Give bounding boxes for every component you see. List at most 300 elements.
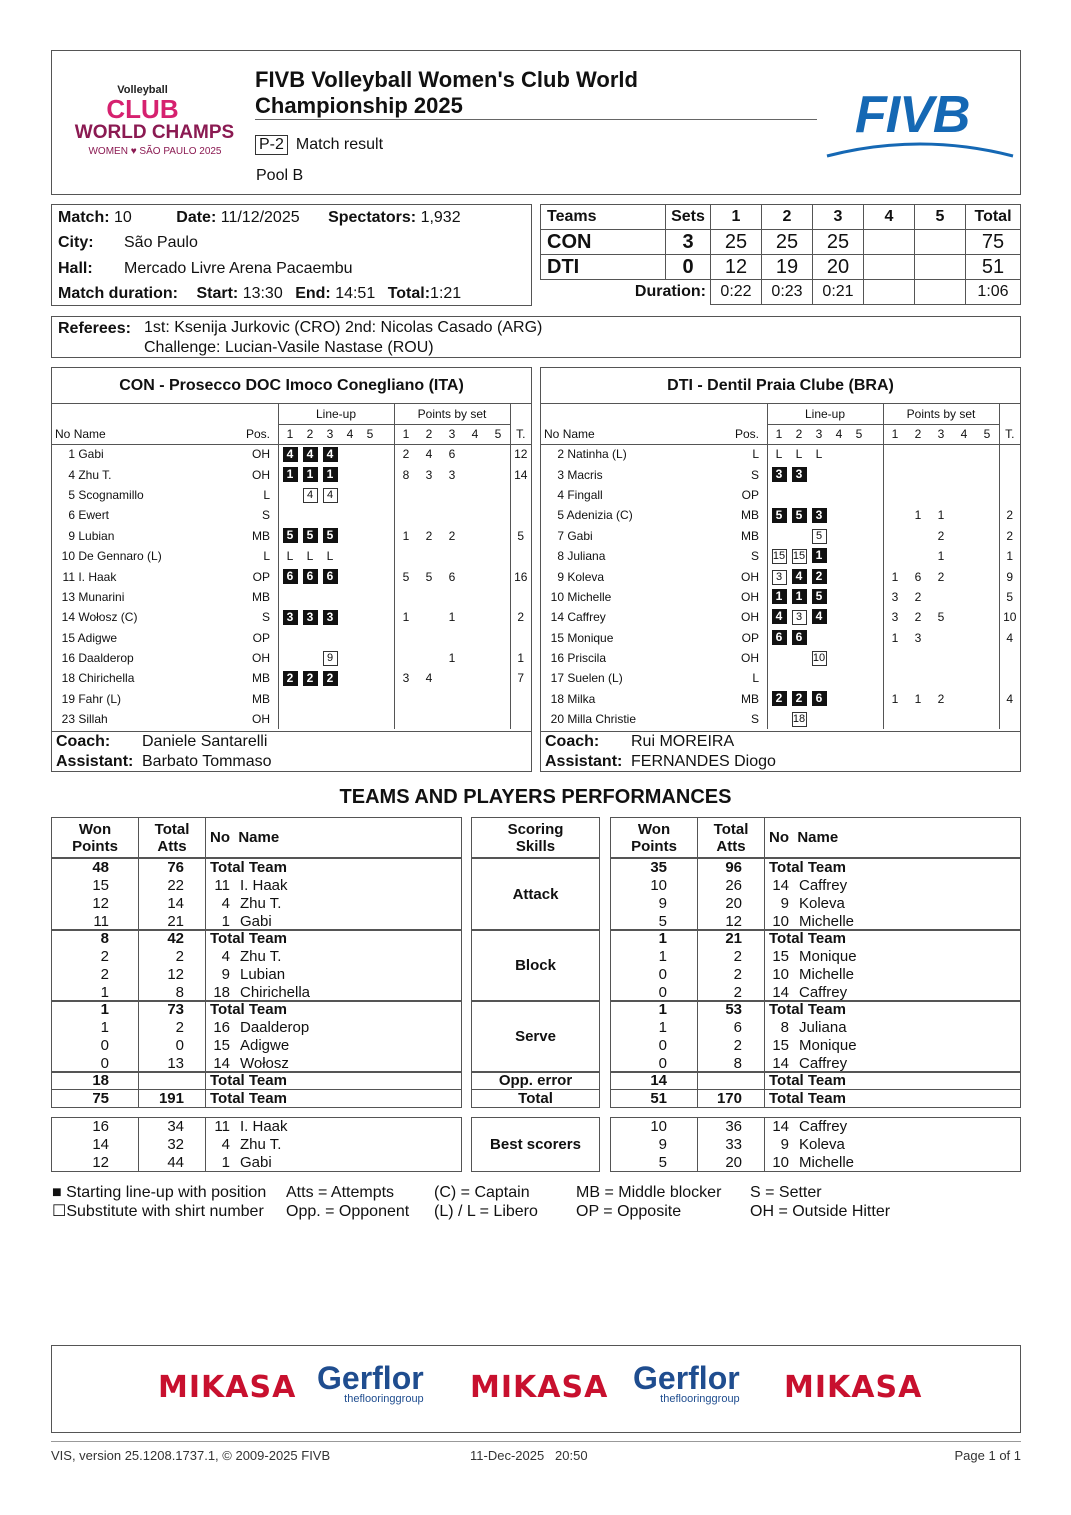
perf-total-atts: 32 xyxy=(167,1136,184,1153)
perf-player-name: Caffrey xyxy=(799,1118,848,1135)
player-number: 14 xyxy=(61,610,75,625)
lineup-start-pos: 3 xyxy=(812,508,827,523)
page-title xyxy=(255,67,795,119)
player-row xyxy=(52,628,531,648)
perf-won-points: 1 xyxy=(100,1019,109,1036)
lineup-start-pos: 2 xyxy=(792,691,807,706)
perf-won-points: 12 xyxy=(92,895,109,912)
lineup-start-pos: 6 xyxy=(303,569,318,584)
team-b-h-pos: Pos. xyxy=(734,426,759,441)
team-a-header-row2 xyxy=(52,424,531,444)
lineup-libero: L xyxy=(795,447,803,462)
team-b-assistant: FERNANDES Diogo xyxy=(631,753,776,770)
mikasa-logo-2: MIKASA xyxy=(470,1370,609,1405)
player-position: MB xyxy=(252,691,270,706)
match-number: 10 xyxy=(114,209,132,226)
points-total: 10 xyxy=(999,607,1020,627)
player-position: OH xyxy=(741,569,759,584)
team-b-title: DTI - Dentil Praia Clube (BRA) xyxy=(541,368,1020,404)
team-a-coach-label: Coach: xyxy=(56,733,111,750)
lineup-start-pos: 3 xyxy=(303,610,318,625)
perf-won-points: 0 xyxy=(658,984,667,1001)
score-h-teams: Teams xyxy=(541,205,666,230)
lineup-libero: L xyxy=(326,549,334,564)
perf-player-name: Wołosz xyxy=(240,1055,289,1072)
perf-total-atts: 2 xyxy=(733,966,742,983)
perf-won-points: 0 xyxy=(658,1055,667,1072)
team-a-roster xyxy=(52,404,531,729)
score-row-team2 xyxy=(541,255,1021,280)
perf-total-atts: 44 xyxy=(167,1154,184,1171)
perf-total-atts: 73 xyxy=(167,1001,184,1018)
city-row xyxy=(58,231,198,255)
logo-sub-text: WOMEN ♥ SÃO PAULO 2025 xyxy=(88,146,222,157)
legend-starting: ■ Starting line-up with position xyxy=(52,1184,267,1201)
perf-player-name: Monique xyxy=(799,1037,857,1054)
legend-col1 xyxy=(52,1183,292,1221)
player-number: 1 xyxy=(68,447,75,462)
points-total: 14 xyxy=(510,464,531,484)
perf-h-won-l1: Won xyxy=(637,821,671,838)
player-number: 5 xyxy=(557,508,564,523)
points-set2: 1 xyxy=(914,691,922,706)
team2-set2: 19 xyxy=(762,255,813,280)
points-total: 1 xyxy=(510,648,531,668)
perf-player-name: Total Team xyxy=(769,859,846,876)
perf-player-no: 15 xyxy=(772,948,789,965)
gerflor-sub-1: theflooringgroup xyxy=(344,1393,424,1405)
fivb-logo: FIVB xyxy=(855,86,970,144)
player-name: Gabi xyxy=(78,447,104,462)
points-set2: 2 xyxy=(914,610,922,625)
player-number: 13 xyxy=(61,589,75,604)
perf-left-row xyxy=(52,1019,461,1037)
player-name: I. Haak xyxy=(78,569,117,584)
perf-left-row xyxy=(52,1154,461,1172)
perf-won-points: 8 xyxy=(100,930,109,947)
team-a-h-l2: 2 xyxy=(306,427,314,441)
player-row xyxy=(541,566,1020,586)
perf-skill-label: Block xyxy=(471,929,600,1002)
player-row xyxy=(52,668,531,688)
player-position: L xyxy=(263,549,270,564)
points-set3: 1 xyxy=(937,508,945,523)
lineup-start-pos: 3 xyxy=(772,467,787,482)
perf-player-no: 11 xyxy=(214,877,230,894)
points-set1: 3 xyxy=(402,671,410,686)
player-number: 18 xyxy=(550,691,564,706)
legend-opp: Opp. = Opponent xyxy=(286,1203,410,1220)
perf-won-points: 15 xyxy=(92,877,109,894)
player-position: OH xyxy=(741,610,759,625)
perf-player-no: 14 xyxy=(772,984,789,1001)
player-name: Ewert xyxy=(78,508,110,523)
points-set3: 1 xyxy=(937,549,945,564)
perf-left-row xyxy=(52,1072,461,1090)
perf-player-no: 14 xyxy=(772,1118,789,1135)
player-row xyxy=(52,566,531,586)
points-set3: 1 xyxy=(448,651,456,666)
points-total: 2 xyxy=(510,607,531,627)
lineup-start-pos: 4 xyxy=(283,447,298,462)
perf-player-name: Koleva xyxy=(799,1136,845,1153)
points-total xyxy=(999,464,1020,484)
perf-player-name: Adigwe xyxy=(240,1037,290,1054)
player-row xyxy=(52,526,531,546)
perf-player-no: 4 xyxy=(221,1136,230,1153)
perf-skill-label: Total xyxy=(471,1089,600,1108)
lineup-start-pos: 6 xyxy=(792,630,807,645)
player-position: OP xyxy=(252,630,270,645)
perf-player-name: Michelle xyxy=(799,913,855,930)
perf-right-block xyxy=(610,1089,1021,1108)
perf-left-row xyxy=(52,877,461,895)
perf-left-row xyxy=(52,1090,461,1108)
team-a-players xyxy=(52,444,531,729)
duration-set2: 0:23 xyxy=(762,280,813,305)
perf-h-atts-l1: Total xyxy=(154,821,190,838)
points-set2: 1 xyxy=(914,508,922,523)
team-a-h-l5: 5 xyxy=(366,427,374,441)
legend-col5 xyxy=(750,1183,930,1221)
perf-total-atts: 2 xyxy=(733,948,742,965)
player-row xyxy=(541,648,1020,668)
player-name: Koleva xyxy=(567,569,605,584)
team1-set2: 25 xyxy=(762,230,813,255)
team-a-box xyxy=(51,367,532,772)
perf-won-points: 2 xyxy=(100,966,109,983)
perf-total-atts: 6 xyxy=(733,1019,742,1036)
perf-player-name: Lubian xyxy=(240,966,286,983)
match-row xyxy=(58,206,461,230)
team-a-assistant-label: Assistant: xyxy=(56,753,134,770)
perf-h-scoring-l2: Skills xyxy=(515,838,556,855)
perf-total-atts: 76 xyxy=(167,859,184,876)
team2-set3: 20 xyxy=(813,255,864,280)
perf-player-name: Total Team xyxy=(769,1090,846,1107)
perf-won-points: 51 xyxy=(650,1090,667,1107)
team-b-staff xyxy=(541,731,1020,772)
team-a-h-l4: 4 xyxy=(346,427,354,441)
perf-right-row xyxy=(611,1118,1020,1136)
player-number: 8 xyxy=(557,549,564,564)
perf-header xyxy=(610,817,1021,858)
player-name: Wołosz (C) xyxy=(78,610,138,625)
perf-player-no: 8 xyxy=(780,1019,789,1036)
team-a-staff xyxy=(52,731,531,772)
player-position: MB xyxy=(741,508,759,523)
perf-h-noname: No Name xyxy=(769,829,839,846)
match-date: 11/12/2025 xyxy=(220,209,300,226)
pool-label: Pool B xyxy=(256,167,304,184)
player-number: 23 xyxy=(61,712,75,727)
lineup-sub-number: 3 xyxy=(772,570,787,585)
perf-won-points: 12 xyxy=(92,1154,109,1171)
team2-total: 51 xyxy=(966,255,1021,280)
player-position: OH xyxy=(252,467,270,482)
gerflor-sub-2: theflooringgroup xyxy=(660,1393,740,1405)
perf-right-block xyxy=(610,858,1021,931)
points-total xyxy=(510,505,531,525)
perf-right-row xyxy=(611,1037,1020,1055)
perf-right-block xyxy=(610,1000,1021,1073)
points-set1: 5 xyxy=(402,569,410,584)
player-name: Scognamillo xyxy=(78,487,144,502)
player-position: L xyxy=(752,671,759,686)
perf-won-points: 75 xyxy=(92,1090,109,1107)
player-name: Priscila xyxy=(567,651,607,666)
team-b-h-l4: 4 xyxy=(835,427,843,441)
total-label: Total: xyxy=(387,285,431,302)
perf-right-block xyxy=(610,929,1021,1002)
points-set2: 4 xyxy=(425,671,433,686)
gerflor-logo-2 xyxy=(633,1360,740,1405)
player-position: OP xyxy=(252,569,270,584)
lineup-sub-number: 3 xyxy=(792,610,807,625)
player-position: MB xyxy=(252,589,270,604)
points-total xyxy=(510,628,531,648)
points-total: 9 xyxy=(999,566,1020,586)
player-number: 18 xyxy=(61,671,75,686)
points-set3: 5 xyxy=(937,610,945,625)
points-set2: 5 xyxy=(425,569,433,584)
lineup-sub-number: 15 xyxy=(772,550,786,563)
perf-left-row xyxy=(52,966,461,984)
player-number: 16 xyxy=(550,651,564,666)
legend-captain: (C) = Captain xyxy=(434,1184,530,1201)
team-b-header-row2 xyxy=(541,424,1020,444)
lineup-start-pos: 1 xyxy=(283,467,298,482)
points-total: 12 xyxy=(510,444,531,464)
perf-total-atts: 2 xyxy=(175,1019,184,1036)
perf-skill-label: Opp. error xyxy=(471,1071,600,1090)
points-set2: 6 xyxy=(914,569,922,584)
player-position: OH xyxy=(252,712,270,727)
perf-total-atts: 20 xyxy=(725,1154,742,1171)
title-line-2: Championship 2025 xyxy=(255,93,463,118)
lineup-start-pos: 1 xyxy=(812,548,827,563)
lineup-start-pos: 1 xyxy=(303,467,318,482)
points-set3: 2 xyxy=(937,528,945,543)
points-set1: 8 xyxy=(402,467,410,482)
perf-player-name: Michelle xyxy=(799,1154,855,1171)
perf-player-name: Total Team xyxy=(210,859,287,876)
footer-divider xyxy=(51,1441,1021,1442)
referees-label: Referees: xyxy=(58,320,131,337)
team1-set5 xyxy=(915,230,966,255)
hall-label: Hall: xyxy=(58,260,93,277)
legend-op: OP = Opposite xyxy=(576,1203,682,1220)
player-number: 20 xyxy=(550,712,564,727)
legend-libero: (L) / L = Libero xyxy=(434,1203,538,1220)
player-name: Monique xyxy=(567,630,614,645)
perf-left-row xyxy=(52,1001,461,1019)
perf-won-points: 1 xyxy=(100,984,109,1001)
city-value: São Paulo xyxy=(124,234,198,251)
player-number: 3 xyxy=(557,467,564,482)
perf-player-no: 14 xyxy=(772,1055,789,1072)
lineup-start-pos: 1 xyxy=(792,589,807,604)
perf-player-name: Caffrey xyxy=(799,877,848,894)
perf-won-points: 48 xyxy=(92,859,109,876)
date-label: Date: xyxy=(176,209,217,226)
player-name: Sillah xyxy=(78,712,108,727)
player-row xyxy=(541,607,1020,627)
team-b-coach-label: Coach: xyxy=(545,733,600,750)
team-a-h-p3: 3 xyxy=(448,427,456,441)
perf-won-points: 10 xyxy=(650,877,667,894)
player-row xyxy=(52,689,531,709)
perf-h-atts xyxy=(139,821,205,855)
points-set3: 2 xyxy=(448,528,456,543)
points-set2: 2 xyxy=(425,528,433,543)
lineup-start-pos: 2 xyxy=(772,691,787,706)
player-number: 9 xyxy=(557,569,564,584)
player-number: 10 xyxy=(61,549,75,564)
legend-col2 xyxy=(286,1183,426,1221)
perf-won-points: 1 xyxy=(658,1019,667,1036)
footer-page: Page 1 of 1 xyxy=(954,1448,1021,1463)
spectators-value: 1,932 xyxy=(420,209,461,226)
player-position: L xyxy=(752,447,759,462)
perf-player-name: Caffrey xyxy=(799,1055,848,1072)
perf-player-no: 9 xyxy=(221,966,230,983)
lineup-sub-number: 4 xyxy=(303,488,318,503)
logo-club-text: CLUB xyxy=(106,94,179,124)
perf-right-row xyxy=(611,859,1020,877)
perf-player-name: Total Team xyxy=(210,1072,287,1089)
score-h-set2: 2 xyxy=(762,205,813,230)
team-b-h-p4: 4 xyxy=(960,427,968,441)
perf-total-atts: 26 xyxy=(725,877,742,894)
player-row xyxy=(541,668,1020,688)
gerflor-text-1: Gerflor xyxy=(317,1360,424,1396)
player-number: 11 xyxy=(62,569,75,584)
player-number: 19 xyxy=(61,691,75,706)
lineup-sub-number: 10 xyxy=(812,652,826,665)
player-number: 15 xyxy=(61,630,75,645)
perf-won-points: 1 xyxy=(658,930,667,947)
perf-player-no: 14 xyxy=(772,877,789,894)
perf-player-no: 4 xyxy=(221,895,230,912)
team1-set1: 25 xyxy=(711,230,762,255)
duration-label: Match duration: xyxy=(58,285,178,302)
end-value: 14:51 xyxy=(335,285,376,302)
perf-left-block xyxy=(51,1000,462,1073)
points-total xyxy=(999,648,1020,668)
referees-line1: 1st: Ksenija Jurkovic (CRO) 2nd: Nicolas Casado (ARG) xyxy=(144,319,543,336)
player-position: S xyxy=(750,549,759,564)
perf-right-row xyxy=(611,877,1020,895)
end-label: End: xyxy=(295,285,331,302)
team-a-h-p1: 1 xyxy=(402,427,410,441)
team-b-coach: Rui MOREIRA xyxy=(631,733,735,750)
perf-total-atts: 13 xyxy=(167,1055,184,1072)
perf-won-points: 14 xyxy=(92,1136,109,1153)
player-row xyxy=(52,648,531,668)
perf-won-points: 9 xyxy=(658,1136,667,1153)
perf-total-atts: 8 xyxy=(733,1055,742,1072)
perf-won-points: 9 xyxy=(658,895,667,912)
player-position: S xyxy=(261,508,270,523)
lineup-start-pos: 5 xyxy=(303,528,318,543)
points-set3: 2 xyxy=(937,691,945,706)
player-row xyxy=(541,628,1020,648)
doc-code-tag: P-2 xyxy=(255,135,288,155)
points-total: 4 xyxy=(999,628,1020,648)
perf-left-row xyxy=(52,948,461,966)
perf-player-no: 4 xyxy=(221,948,230,965)
team2-set5 xyxy=(915,255,966,280)
player-row xyxy=(52,444,531,464)
team-b-lineup-header: Line-up xyxy=(767,404,883,424)
perf-left-block xyxy=(51,929,462,1002)
perf-right-row xyxy=(611,1001,1020,1019)
team-a-points-header: Points by set xyxy=(394,404,510,424)
player-position: OH xyxy=(741,651,759,666)
player-name: Munarini xyxy=(78,589,125,604)
lineup-libero: L xyxy=(775,447,783,462)
points-total: 7 xyxy=(510,668,531,688)
lineup-sub-number: 15 xyxy=(792,550,806,563)
perf-won-points: 16 xyxy=(92,1118,109,1135)
team-a-h-p4: 4 xyxy=(471,427,479,441)
points-set3: 1 xyxy=(448,610,456,625)
player-row xyxy=(52,546,531,566)
perf-h-scoring-l1: Scoring xyxy=(507,821,564,838)
points-set1: 1 xyxy=(402,610,410,625)
perf-player-name: Gabi xyxy=(240,1154,272,1171)
team-a-h-total: T. xyxy=(510,424,531,444)
player-number: 4 xyxy=(557,487,564,502)
lineup-libero: L xyxy=(286,549,294,564)
logo-top-text: Volleyball xyxy=(117,84,168,96)
doc-title: Match result xyxy=(295,136,384,153)
perf-total-atts: 42 xyxy=(167,930,184,947)
perf-h-won xyxy=(52,821,138,855)
referees-box xyxy=(51,316,1021,358)
player-name: Adigwe xyxy=(77,630,118,645)
perf-h-scoring xyxy=(471,817,600,858)
player-name: Macris xyxy=(567,467,603,482)
perf-total-atts: 2 xyxy=(175,948,184,965)
player-row xyxy=(52,607,531,627)
player-name: Zhu T. xyxy=(78,467,112,482)
player-name: Fingall xyxy=(567,487,603,502)
perf-won-points: 14 xyxy=(650,1072,667,1089)
lineup-sub-number: 4 xyxy=(323,488,338,503)
lineup-start-pos: 1 xyxy=(772,589,787,604)
score-h-set1: 1 xyxy=(711,205,762,230)
perf-left-block xyxy=(51,1089,462,1108)
player-position: OP xyxy=(741,487,759,502)
perf-player-no: 10 xyxy=(772,1154,789,1171)
lineup-start-pos: 4 xyxy=(812,609,827,624)
lineup-start-pos: 6 xyxy=(812,691,827,706)
perf-right-block xyxy=(610,1071,1021,1090)
team-a-h-name: Name xyxy=(73,426,106,441)
team-b-points-header: Points by set xyxy=(883,404,999,424)
player-name: Natinha (L) xyxy=(567,447,627,462)
player-name: Fahr (L) xyxy=(78,691,122,706)
player-name: Juliana xyxy=(567,549,606,564)
referees-line2: Challenge: Lucian-Vasile Nastase (ROU) xyxy=(144,339,434,356)
perf-won-points: 0 xyxy=(100,1037,109,1054)
player-name: Chirichella xyxy=(78,671,135,686)
points-set3: 2 xyxy=(937,569,945,584)
player-position: MB xyxy=(252,671,270,686)
team-b-roster xyxy=(541,404,1020,729)
